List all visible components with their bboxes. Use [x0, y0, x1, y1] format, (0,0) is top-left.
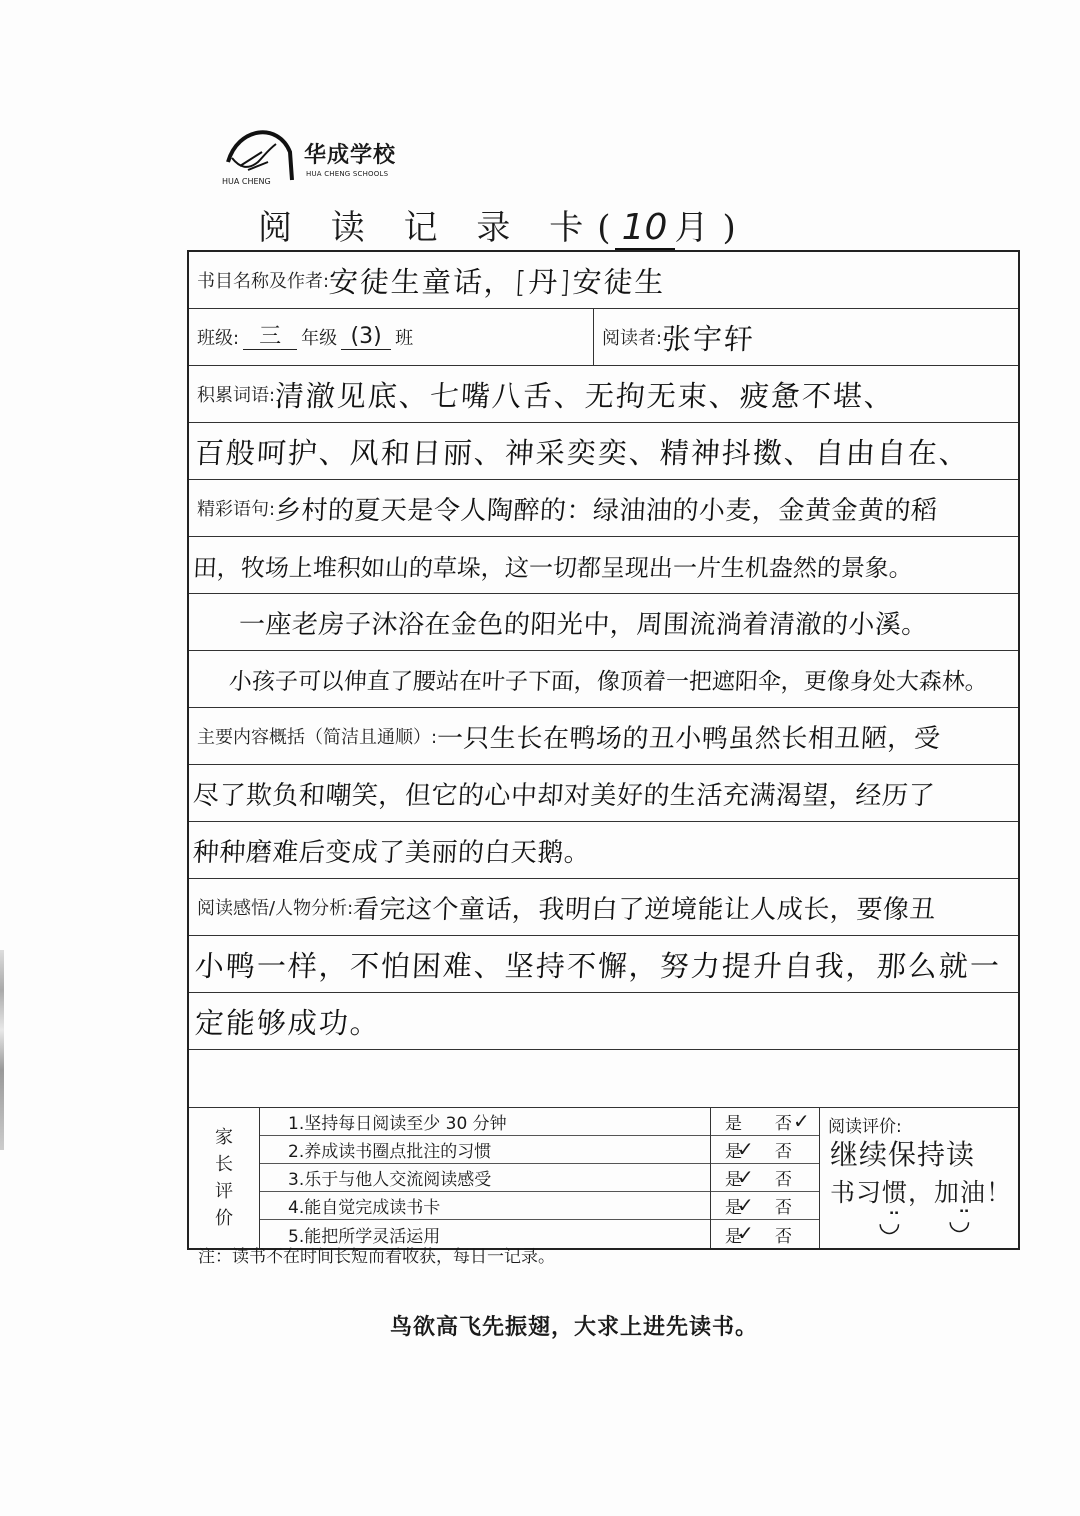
sentence-row-3: [189, 594, 1018, 651]
reader-label: 阅读者:: [602, 328, 663, 349]
title-text: 阅 读 记 录 卡: [258, 208, 598, 248]
month-field[interactable]: 10: [615, 207, 675, 250]
logo-caption: HUA CHENG: [222, 177, 271, 186]
page-title: [258, 200, 750, 250]
summary-row-1: [189, 708, 1018, 765]
smiley-icon: ◡̈: [878, 1208, 901, 1238]
no-checkbox[interactable]: 否: [775, 1142, 792, 1162]
sentence-row-1: [189, 480, 1018, 537]
summary-line[interactable]: 尽了欺负和嘲笑，但它的心中却对美好的生活充满渴望，经历了: [192, 780, 936, 811]
comment-line: 书习惯，加油！: [830, 1178, 1013, 1207]
reflection-line[interactable]: 定能够成功。: [194, 1005, 382, 1040]
no-checkbox[interactable]: 否: [775, 1198, 792, 1218]
summary-line[interactable]: 种种磨难后变成了美丽的白天鹅。: [192, 837, 592, 868]
grade-field[interactable]: 三: [243, 325, 297, 350]
smiley-icon: ◡̈: [948, 1206, 971, 1236]
reading-comment-box: [820, 1108, 1018, 1248]
yes-checkbox[interactable]: 是: [725, 1114, 742, 1134]
grade-label: 年级: [301, 328, 338, 349]
school-name-cn: 华成学校: [304, 143, 397, 168]
sentence-line[interactable]: 小孩子可以伸直了腰站在叶子下面，像顶着一把遮阳伞，更像身处大森林。: [228, 668, 989, 695]
yes-no-option-5: [711, 1220, 819, 1248]
reflection-line[interactable]: 看完这个童话，我明白了逆境能让人成长，要像丑: [352, 894, 937, 925]
no-checkbox[interactable]: 否: [775, 1226, 792, 1247]
yes-no-option-3: [711, 1164, 819, 1192]
comment-field[interactable]: [830, 1136, 1012, 1212]
class-number-field[interactable]: (3): [341, 325, 391, 350]
eval-item: 5.能把所学灵活运用: [288, 1226, 441, 1247]
vocab-line[interactable]: 清澈见底、七嘴八舌、无拘无束、疲惫不堪、: [274, 378, 896, 413]
side-char: 价: [215, 1208, 233, 1229]
crane-logo-icon: [218, 122, 302, 184]
reader-cell: [594, 309, 755, 365]
vocab-row-2: [189, 423, 1018, 480]
class-cell: [189, 309, 594, 365]
yes-checkbox[interactable]: 是: [725, 1226, 742, 1247]
yes-no-option-2: [711, 1136, 819, 1164]
parent-evaluation-section: [189, 1107, 1018, 1248]
summary-row-2: [189, 765, 1018, 822]
no-checkbox[interactable]: 否: [775, 1114, 792, 1134]
parent-eval-side-label: [189, 1108, 260, 1248]
side-char: 家: [215, 1127, 233, 1148]
reader-field[interactable]: 张宇轩: [661, 321, 756, 356]
footer-note: 注：读书不在时间长短而看收获，每日一记录。: [198, 1247, 555, 1267]
reflection-line[interactable]: 小鸭一样，不怕困难、坚持不懈，努力提升自我，那么就一: [194, 948, 1002, 983]
footer-motto: 鸟欲高飞先振翅，大求上进先读书。: [390, 1315, 759, 1340]
no-checkbox[interactable]: 否: [775, 1170, 792, 1190]
school-logo: [218, 122, 418, 188]
reflection-label: 阅读感悟/人物分析:: [197, 898, 354, 919]
eval-item: 1.坚持每日阅读至少 30 分钟: [260, 1108, 710, 1136]
book-field[interactable]: 安徒生童话，[丹]安徒生: [328, 264, 667, 299]
yes-checkbox[interactable]: 是: [725, 1142, 742, 1162]
check-mark-icon: ✓: [737, 1193, 754, 1217]
sentence-row-2: [189, 537, 1018, 594]
class-label: 班级:: [197, 328, 240, 349]
summary-line[interactable]: 一只生长在鸭场的丑小鸭虽然长相丑陋，受: [436, 723, 942, 754]
reflection-row-1: [189, 879, 1018, 936]
title-open-paren: (: [597, 208, 615, 248]
check-mark-icon: ✓: [737, 1221, 754, 1245]
vocab-row-1: [189, 366, 1018, 423]
comment-line: 继续保持读: [830, 1138, 976, 1171]
class-row: [189, 309, 1018, 366]
book-row: [189, 252, 1018, 309]
side-char: 长: [215, 1154, 233, 1175]
eval-item: 4.能自觉完成读书卡: [260, 1192, 710, 1220]
sentence-line[interactable]: 乡村的夏天是令人陶醉的：绿油油的小麦，金黄金黄的稻: [274, 495, 939, 526]
sentence-row-4: [189, 651, 1018, 708]
comment-label: 阅读评价:: [828, 1117, 902, 1137]
yes-no-column: [711, 1108, 820, 1248]
summary-row-3: [189, 822, 1018, 879]
sentence-line[interactable]: 一座老房子沐浴在金色的阳光中，周围流淌着清澈的小溪。: [238, 609, 929, 640]
check-mark-icon: ✓: [793, 1109, 810, 1133]
yes-no-option-4: [711, 1192, 819, 1220]
check-mark-icon: ✓: [737, 1165, 754, 1189]
reflection-row-3: [189, 993, 1018, 1050]
parent-eval-items: [260, 1108, 711, 1248]
yes-no-option-1: [711, 1108, 819, 1136]
scan-edge-artifact: [0, 950, 4, 1150]
class-suffix-label: 班: [395, 328, 414, 349]
vocab-line[interactable]: 百般呵护、风和日丽、神采奕奕、精神抖擞、自由自在、: [194, 435, 971, 470]
vocab-label: 积累词语:: [197, 385, 276, 406]
yes-checkbox[interactable]: 是: [725, 1170, 742, 1190]
summary-label: 主要内容概括（简洁且通顺）:: [197, 727, 438, 748]
school-name-en: HUA CHENG SCHOOLS: [306, 170, 389, 178]
reflection-row-2: [189, 936, 1018, 993]
reading-record-card: [187, 250, 1020, 1250]
check-mark-icon: ✓: [737, 1137, 754, 1161]
sentences-label: 精彩语句:: [197, 499, 276, 520]
side-char: 评: [215, 1181, 233, 1202]
book-label: 书目名称及作者:: [197, 271, 330, 292]
eval-item: 3.乐于与他人交流阅读感受: [260, 1164, 710, 1192]
reflection-row-4: [189, 1050, 1018, 1107]
month-suffix: 月): [674, 208, 750, 248]
eval-item: 2.养成读书圈点批注的习惯: [260, 1136, 710, 1164]
sentence-line[interactable]: 田，牧场上堆积如山的草垛，这一切都呈现出一片生机盎然的景象。: [192, 553, 914, 582]
yes-checkbox[interactable]: 是: [725, 1198, 742, 1218]
